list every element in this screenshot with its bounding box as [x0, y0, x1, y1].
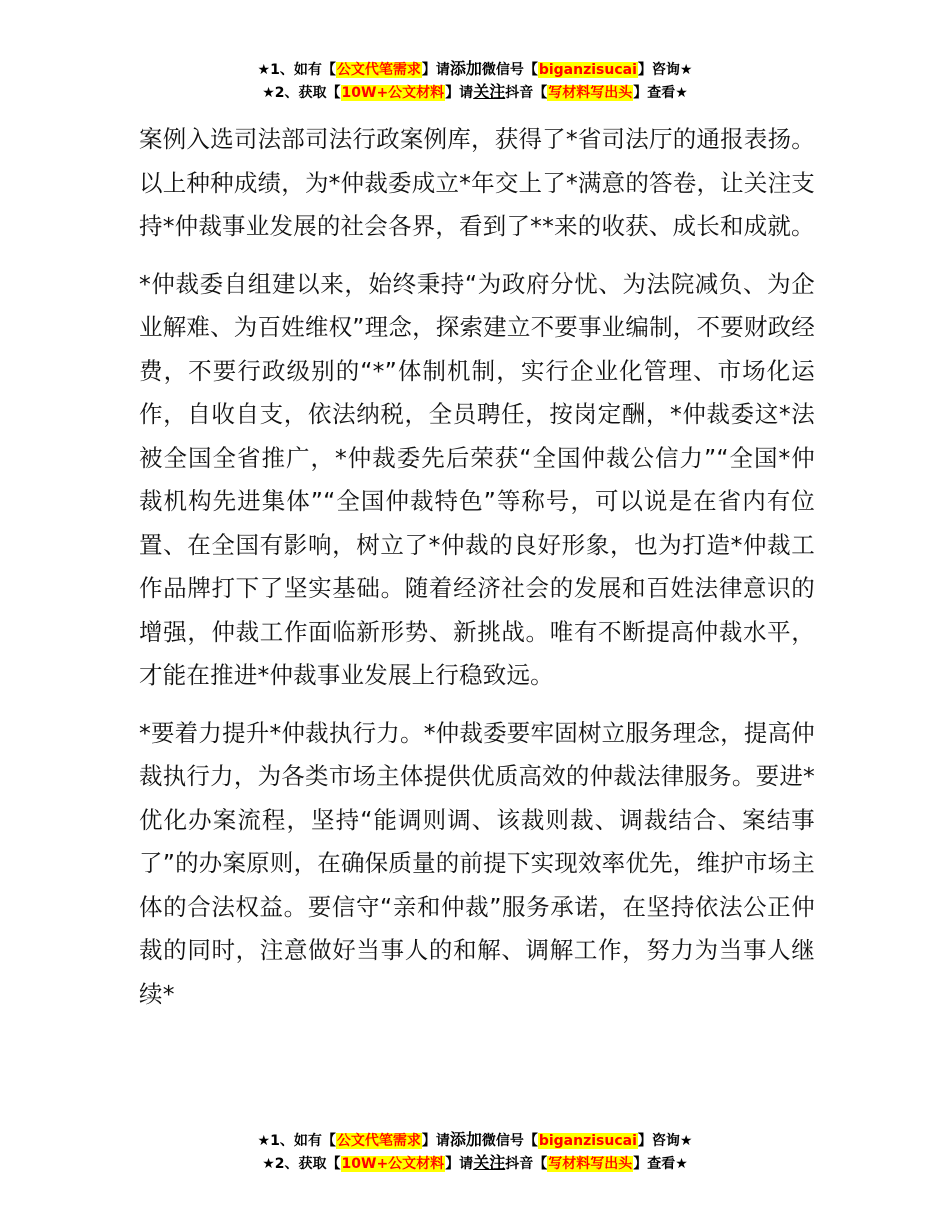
banner-text: 抖音【 — [505, 1156, 548, 1172]
footer-banner — [0, 1129, 950, 1175]
banner-text: ★1、如有【 — [257, 62, 336, 78]
document-body — [139, 118, 815, 1030]
banner-highlight: 公文代笔需求 — [336, 62, 421, 78]
banner-text: ★2、获取【 — [262, 1156, 341, 1172]
banner-text: 】请 — [445, 1156, 474, 1172]
banner-text: 抖音【 — [505, 85, 548, 101]
paragraph: *仲裁委自组建以来，始终秉持“为政府分忧、为法院减负、为企业解难、为百姓维权”理念，探索建立不要事业编制，不要财政经费，不要行政级别的“*”体制机制，实行企业化管理、市场化运作，自收自支，依法纳税，全员聘任，按岗定酬，*仲裁委这*法被全国全省推广，*仲裁委先后荣获“全国仲裁公信力”“全国*仲裁机构先进集体”“全国仲裁特色”等称号，可以说是在省内有位置、在全国有影响，树立了*仲裁的良好形象，也为打造*仲裁工作品牌打下了坚实基础。随着经济社会的发展和百姓法律意识的增强，仲裁工作面临新形势、新挑战。唯有不断提高仲裁水平，才能在推进*仲裁事业发展上行稳致远。 — [139, 269, 815, 689]
banner-line-1 — [0, 1129, 950, 1152]
banner-line-2 — [0, 81, 950, 104]
banner-text: 】请 — [421, 62, 450, 78]
banner-highlight: 10W+公文材料 — [341, 1156, 445, 1172]
banner-highlight: 10W+公文材料 — [341, 85, 445, 101]
header-banner — [0, 58, 950, 104]
banner-text: 微信号【 — [481, 62, 538, 78]
banner-emphasis: 关注 — [473, 1153, 506, 1172]
banner-text: ★2、获取【 — [262, 85, 341, 101]
banner-line-1 — [0, 58, 950, 81]
banner-text: 】查看★ — [633, 1156, 688, 1172]
banner-emphasis: 添加 — [449, 1130, 482, 1149]
banner-highlight-douyin: 写材料写出头 — [548, 1156, 633, 1172]
paragraph: 案例入选司法部司法行政案例库，获得了*省司法厅的通报表扬。以上种种成绩，为*仲裁委成立*年交上了*满意的答卷，让关注支持*仲裁事业发展的社会各界，看到了**来的收获、成长和成就。 — [139, 125, 815, 240]
banner-text: 】咨询★ — [637, 62, 693, 78]
banner-line-2 — [0, 1152, 950, 1175]
banner-text: 微信号【 — [481, 1133, 538, 1149]
banner-text: 】查看★ — [633, 85, 688, 101]
banner-text: ★1、如有【 — [257, 1133, 336, 1149]
banner-highlight-wechat: biganzisucai — [538, 62, 637, 78]
banner-text: 】请 — [445, 85, 474, 101]
paragraph: *要着力提升*仲裁执行力。*仲裁委要牢固树立服务理念，提高仲裁执行力，为各类市场主体提供优质高效的仲裁法律服务。要进*优化办案流程，坚持“能调则调、该裁则裁、调裁结合、案结事了”的办案原则，在确保质量的前提下实现效率优先，维护市场主体的合法权益。要信守“亲和仲裁”服务承诺，在坚持依法公正仲裁的同时，注意做好当事人的和解、调解工作，努力为当事人继续* — [139, 718, 815, 1008]
banner-highlight: 公文代笔需求 — [336, 1133, 421, 1149]
banner-emphasis: 关注 — [473, 82, 506, 101]
banner-text: 】请 — [421, 1133, 450, 1149]
banner-text: 】咨询★ — [637, 1133, 693, 1149]
banner-emphasis: 添加 — [449, 59, 482, 78]
banner-highlight-douyin: 写材料写出头 — [548, 85, 633, 101]
banner-highlight-wechat: biganzisucai — [538, 1133, 637, 1149]
